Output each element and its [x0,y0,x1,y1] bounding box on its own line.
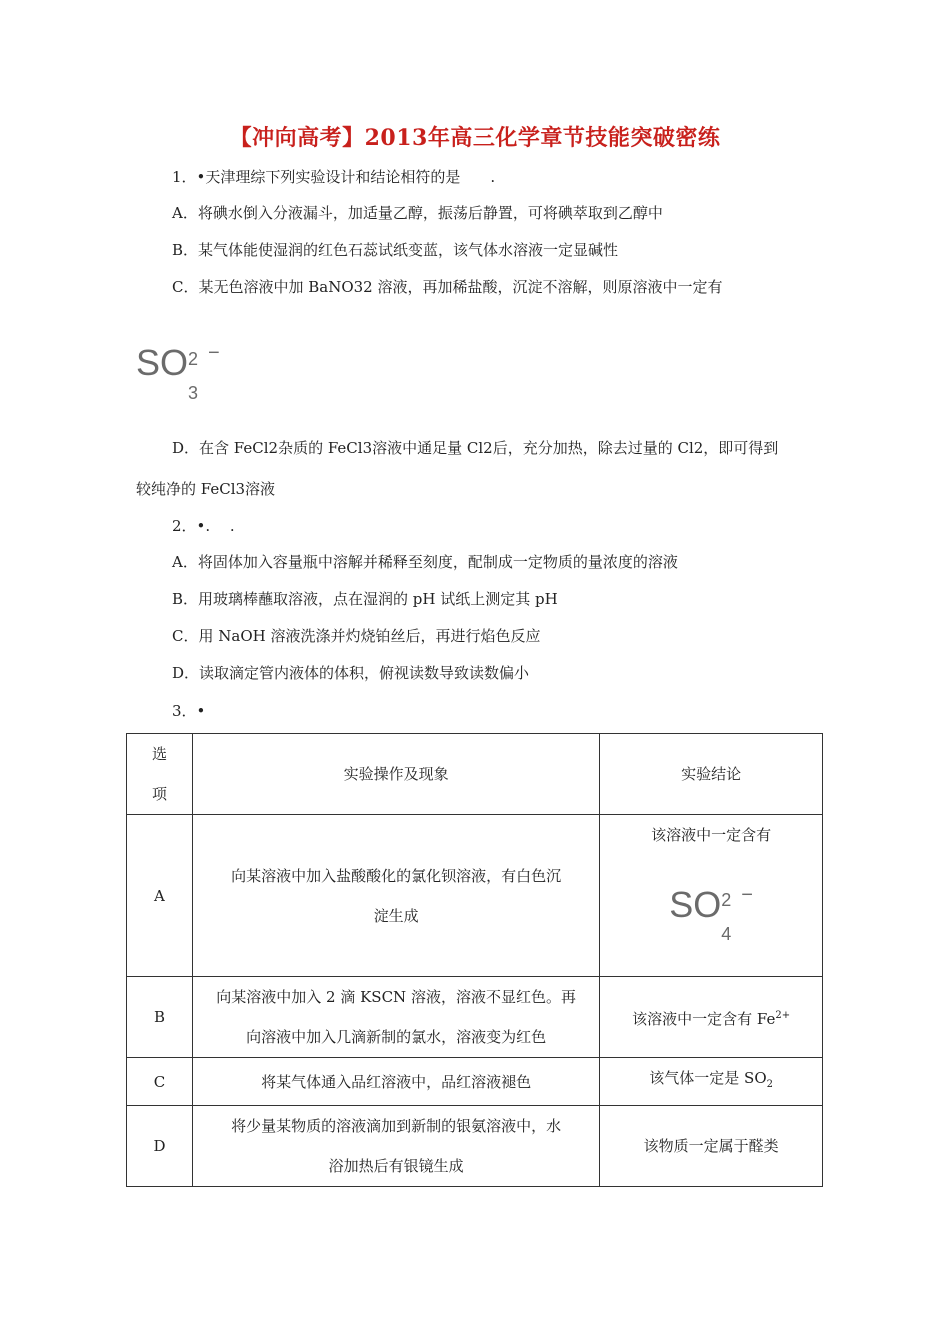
header-conclusion: 实验结论 [600,734,823,815]
q3-table [126,733,823,1187]
table-row [127,815,823,977]
q2-stem: 2．•. . [172,517,235,535]
q1-stem: 1．•天津理综下列实验设计和结论相符的是 . [172,168,496,186]
sulfite-formula [136,342,220,403]
row-operation: 将某气体通入品红溶液中，品红溶液褪色 [192,1058,599,1106]
row-option: B [127,977,193,1058]
row-operation: 向某溶液中加入 2 滴 KSCN 溶液，溶液不显红色。再 向溶液中加入几滴新制的氯水，溶液变为红色 [192,977,599,1058]
row-conclusion: 该溶液中一定含有 SO 2 4 − [600,815,823,977]
q2-option-a: A．将固体加入容量瓶中溶解并稀释至刻度，配制成一定物质的量浓度的溶液 [172,553,678,571]
q1-option-a: A．将碘水倒入分液漏斗，加适量乙醇，振荡后静置，可将碘萃取到乙醇中 [172,204,663,222]
page-title: 【冲向高考】2013年高三化学章节技能突破密练 [229,125,721,151]
formula-sub: 3 [188,383,199,403]
q1-option-c: C．某无色溶液中加 BaNO32 溶液，再加稀盐酸，沉淀不溶解，则原溶液中一定有 [172,278,723,296]
row-operation: 向某溶液中加入盐酸酸化的氯化钡溶液，有白色沉 淀生成 [192,815,599,977]
q1-option-b: B．某气体能使湿润的红色石蕊试纸变蓝，该气体水溶液一定显碱性 [172,241,619,259]
q3-stem: 3．• [172,702,206,720]
table-row [127,977,823,1058]
table-row [127,1058,823,1106]
row-conclusion: 该物质一定属于醛类 [600,1106,823,1187]
row-option: D [127,1106,193,1187]
row-conclusion: 该溶液中一定含有 $Fe^{2+}$ [600,977,823,1058]
formula-sup: 2 [188,349,199,369]
header-option: 选 项 [127,734,193,815]
q1-option-d-line2: 较纯净的 FeCl3溶液 [136,480,276,498]
q2-option-b: B．用玻璃棒蘸取溶液，点在湿润的 pH 试纸上测定其 pH [172,590,558,608]
row-conclusion: 该气体一定是 $SO_2$ [600,1058,823,1106]
formula-base: SO [136,342,189,383]
sulfate-formula: SO 2 4 − [669,884,753,944]
q1-option-d-line1: D．在含 FeCl2杂质的 FeCl3溶液中通足量 Cl2后，充分加热，除去过量的 Cl2，即可得到 [172,439,779,457]
table-header-row [127,734,823,815]
formula-charge: − [208,342,220,364]
header-operation: 实验操作及现象 [192,734,599,815]
row-option: C [127,1058,193,1106]
q2-option-c: C．用 NaOH 溶液洗涤并灼烧铂丝后，再进行焰色反应 [172,627,541,645]
row-option: A [127,815,193,977]
q2-option-d: D．读取滴定管内液体的体积，俯视读数导致读数偏小 [172,664,530,682]
row-operation: 将少量某物质的溶液滴加到新制的银氨溶液中，水 浴加热后有银镜生成 [192,1106,599,1187]
table-row [127,1106,823,1187]
